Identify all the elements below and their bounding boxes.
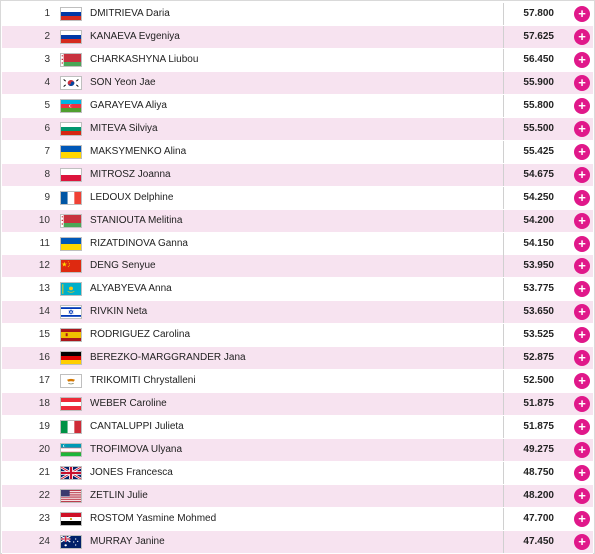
flag-icon [60,122,82,136]
flag-icon [60,168,82,182]
result-row [2,393,593,416]
rank-number: 13 [38,283,50,295]
rank-number: 2 [44,30,50,42]
total-score: 54.250 [523,191,554,203]
result-row [2,462,593,485]
total-score: 55.500 [523,122,554,134]
athlete-name: JONES Francesca [90,467,173,478]
result-row [2,347,593,370]
result-row [2,26,593,49]
expand-details-button[interactable]: + [574,281,590,297]
total-score: 57.800 [523,8,554,19]
total-score: 47.700 [523,512,554,524]
rank-number: 12 [38,260,50,272]
athlete-name: CANTALUPPI Julieta [90,421,184,433]
athlete-name: STANIOUTA Melitina [90,214,183,226]
athlete-name: CHARKASHYNA Liubou [90,53,199,65]
total-score: 53.525 [523,329,554,341]
result-row [2,278,593,301]
total-score: 53.950 [523,260,554,272]
expand-details-button[interactable]: + [574,98,590,114]
expand-details-button[interactable]: + [574,144,590,160]
expand-details-button[interactable]: + [574,258,590,274]
rank-number: 4 [44,76,50,88]
flag-icon [60,328,82,342]
result-row [2,301,593,324]
athlete-name: TRIKOMITI Chrystalleni [90,375,196,387]
total-score: 48.750 [523,467,554,478]
flag-icon [60,420,82,434]
rank-number: 22 [38,489,50,501]
athlete-name: RIVKIN Neta [90,306,148,318]
rank-number: 18 [38,398,50,410]
total-score: 53.650 [523,306,554,318]
expand-details-button[interactable]: + [574,488,590,504]
result-row [2,210,593,233]
athlete-name: DMITRIEVA Daria [90,8,170,19]
expand-details-button[interactable]: + [574,213,590,229]
total-score: 54.200 [523,214,554,226]
total-score: 55.425 [523,145,554,157]
athlete-name: MITEVA Silviya [90,122,158,134]
flag-icon [60,259,82,273]
expand-details-button[interactable]: + [574,419,590,435]
flag-icon [60,466,82,480]
result-row [2,416,593,439]
result-row [2,439,593,462]
expand-details-button[interactable]: + [574,167,590,183]
flag-icon [60,512,82,526]
expand-details-button[interactable]: + [574,190,590,206]
expand-details-button[interactable]: + [574,29,590,45]
athlete-name: GARAYEVA Aliya [90,99,167,111]
athlete-name: RODRIGUEZ Carolina [90,329,191,341]
flag-icon [60,76,82,90]
flag-icon [60,99,82,113]
rank-number: 24 [38,535,50,547]
rank-number: 1 [44,8,50,19]
result-row [2,255,593,278]
total-score: 47.450 [523,535,554,547]
athlete-name: MURRAY Janine [90,535,165,547]
athlete-name: ZETLIN Julie [90,489,148,501]
expand-details-button[interactable]: + [574,236,590,252]
total-score: 49.275 [523,444,554,456]
rank-number: 11 [39,237,50,249]
expand-details-button[interactable]: + [574,52,590,68]
flag-icon [60,397,82,411]
athlete-name: BEREZKO-MARGGRANDER Jana [90,352,246,364]
total-score: 57.625 [523,30,554,42]
result-row [2,3,593,26]
flag-icon [60,535,82,549]
result-row [2,72,593,95]
rank-number: 10 [38,214,50,226]
expand-details-button[interactable]: + [574,6,590,22]
result-row [2,164,593,187]
total-score: 56.450 [523,53,554,65]
expand-details-button[interactable]: + [574,534,590,550]
rank-number: 23 [38,512,50,524]
rank-number: 17 [38,375,50,387]
expand-details-button[interactable]: + [574,327,590,343]
expand-details-button[interactable]: + [574,396,590,412]
rank-number: 6 [44,122,50,134]
result-row [2,187,593,210]
flag-icon [60,374,82,388]
athlete-name: TROFIMOVA Ulyana [90,444,183,456]
flag-icon [60,282,82,296]
rank-number: 7 [44,145,50,157]
total-score: 51.875 [523,421,554,433]
total-score: 54.150 [523,237,554,249]
expand-details-button[interactable]: + [574,350,590,366]
rank-number: 8 [44,168,50,180]
rank-number: 14 [38,306,50,318]
athlete-name: MITROSZ Joanna [90,168,171,180]
athlete-name: MAKSYMENKO Alina [90,145,187,157]
result-row [2,508,593,531]
rank-number: 21 [38,467,50,478]
result-row [2,324,593,347]
result-row [2,531,593,554]
rank-number: 3 [44,53,50,65]
flag-icon [60,191,82,205]
rank-number: 9 [44,191,50,203]
athlete-name: RIZATDINOVA Ganna [90,237,188,249]
athlete-name: SON Yeon Jae [90,76,156,88]
result-row [2,95,593,118]
expand-details-button[interactable]: + [574,373,590,389]
flag-icon [60,351,82,365]
flag-icon [60,443,82,457]
rank-number: 19 [38,421,50,433]
flag-icon [60,30,82,44]
flag-icon [60,305,82,319]
expand-details-button[interactable]: + [574,304,590,320]
athlete-name: KANAEVA Evgeniya [90,30,180,42]
total-score: 55.800 [523,99,554,111]
expand-details-button[interactable]: + [574,511,590,527]
result-row [2,233,593,256]
expand-details-button[interactable]: + [574,442,590,458]
flag-icon [60,489,82,503]
flag-icon [60,214,82,228]
rank-number: 16 [38,352,50,364]
flag-icon [60,7,82,21]
total-score: 48.200 [523,489,554,501]
total-score: 52.500 [523,375,554,387]
athlete-name: DENG Senyue [90,260,156,272]
total-score: 51.875 [523,398,554,410]
flag-icon [60,237,82,251]
rank-number: 15 [38,329,50,341]
total-score: 52.875 [523,352,554,364]
rank-number: 5 [44,99,50,111]
rank-number: 20 [38,444,50,456]
athlete-name: WEBER Caroline [90,398,167,410]
total-score: 54.675 [523,168,554,180]
flag-icon [60,53,82,67]
athlete-name: ROSTOM Yasmine Mohmed [90,512,217,524]
result-row [2,118,593,141]
total-score: 53.775 [523,283,554,295]
expand-details-button[interactable]: + [574,121,590,137]
athlete-name: ALYABYEVA Anna [90,283,172,295]
expand-details-button[interactable]: + [574,75,590,91]
result-row [2,485,593,508]
result-row [2,141,593,164]
result-row [2,49,593,72]
expand-details-button[interactable]: + [574,465,590,481]
result-row [2,370,593,393]
total-score: 55.900 [523,76,554,88]
athlete-name: LEDOUX Delphine [90,191,174,203]
flag-icon [60,145,82,159]
